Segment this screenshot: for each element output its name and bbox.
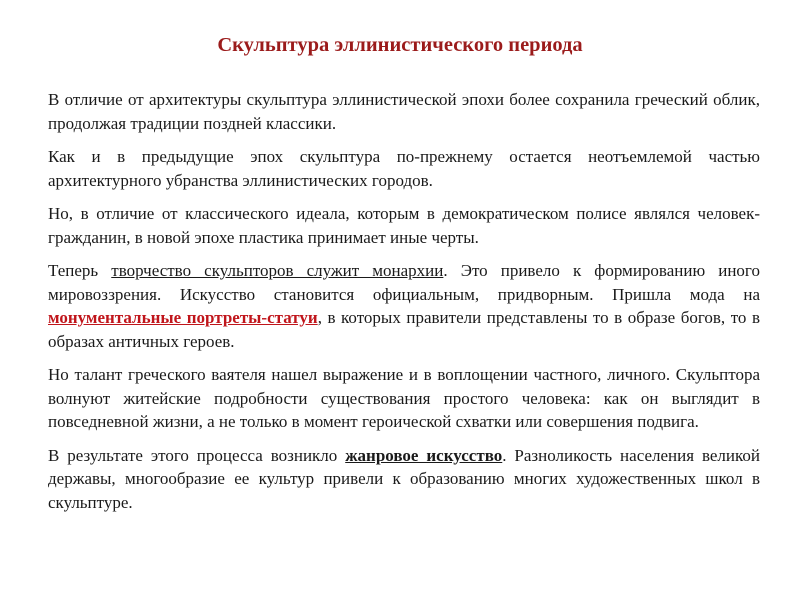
paragraph-6-text-c: . Разноликость населения великой державы, многообразие ее культур привели к образованию многих художественных школ в скульптуре. — [48, 445, 761, 512]
monumental-portraits-highlight: монументальные портреты-статуи — [48, 308, 318, 327]
paragraph-4-text-e: , в которых правители представлены то в образе богов, то в образах античных героев. — [48, 308, 760, 351]
paragraph-1: В отличие от архитектуры скульптура эллинистической эпохи более сохранила греческий облик, продолжая традиции поздней классики. — [48, 90, 760, 133]
paragraph-2: Как и в предыдущие эпох скульптура по-прежнему остается неотъемлемой частью архитектурного убранства эллинистических городов. — [48, 147, 760, 190]
slide-title: Скульптура эллинистического периода — [217, 34, 583, 56]
slide-body — [48, 88, 760, 524]
paragraph-4-text-c: . Это привело к формированию иного мировоззрения. Искусство становится официальным, придворным. Пришла мода на — [48, 261, 760, 304]
paragraph-4 — [48, 259, 760, 353]
paragraph-3: Но, в отличие от классического идеала, которым в демократическом полисе являлся человек-гражданин, в новой эпохе пластика принимает иные черты. — [48, 204, 760, 247]
monarchy-underlined-phrase: творчество скульпторов служит монархии — [111, 261, 444, 280]
genre-art-highlight: жанровое искусство — [345, 445, 503, 465]
paragraph-5: Но талант греческого ваятеля нашел выражение и в воплощении частного, личного. Скульптора волнуют житейские подробности существования простого человека: как он выглядит в повседневной жизни, а не только в момент героической схватки или совершения подвига. — [48, 365, 760, 431]
paragraph-6 — [48, 444, 760, 515]
paragraph-4-text-a: Теперь — [48, 261, 112, 280]
paragraph-6-text-a: В результате этого процесса возникло — [48, 445, 346, 465]
